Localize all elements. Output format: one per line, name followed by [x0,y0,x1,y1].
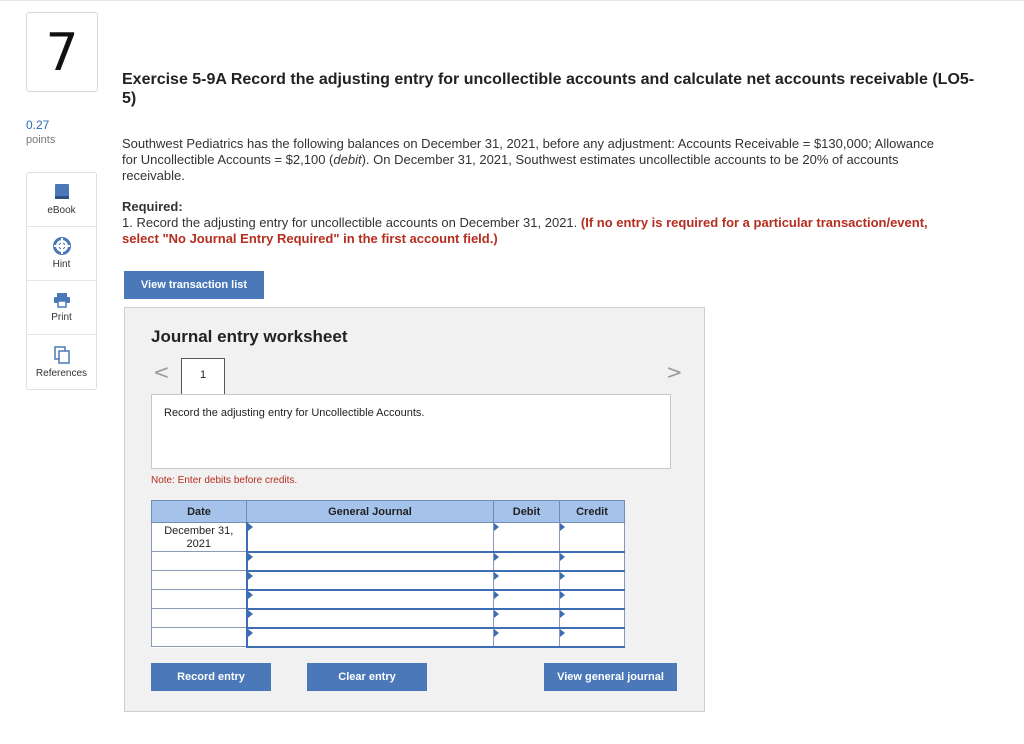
hint-label: Hint [52,259,71,270]
credit-input[interactable] [560,609,625,628]
book-icon [54,183,70,201]
description-italic: debit [333,152,362,167]
print-button[interactable] [27,281,96,335]
table-row [152,590,625,609]
ebook-label: eBook [47,205,76,216]
table-row [152,552,625,571]
next-arrow-icon[interactable]: > [666,360,683,384]
date-column-header: Date [152,501,247,523]
date-cell [152,628,247,647]
previous-arrow-icon[interactable]: < [153,360,170,384]
credit-input[interactable] [560,628,625,647]
exercise-title: Exercise 5-9A Record the adjusting entry for uncollectible accounts and calculate net accounts receivable (LO5-5) [122,71,975,107]
worksheet-note: Note: Enter debits before credits. [151,475,298,486]
tools-panel [26,172,97,390]
exercise-description [122,136,942,184]
description-part-2: ). On December 31, 2021, Southwest estimates uncollectible accounts to be 20% of accounts receivable. [122,152,899,183]
top-divider [0,0,1024,1]
account-input[interactable] [247,552,494,571]
credit-column-header: Credit [560,501,625,523]
credit-input[interactable] [560,571,625,590]
references-label: References [35,367,88,379]
points-label: points [26,134,56,146]
account-input[interactable] [247,571,494,590]
documents-icon [54,346,70,364]
debit-input[interactable] [494,571,560,590]
credit-input[interactable] [560,552,625,571]
date-cell [152,552,247,571]
references-button[interactable] [27,335,96,389]
date-cell [152,609,247,628]
clear-entry-button[interactable]: Clear entry [307,663,427,691]
ebook-button[interactable] [27,173,96,227]
date-cell: December 31, 2021 [152,523,247,552]
view-general-journal-button[interactable]: View general journal [544,663,677,691]
worksheet-instruction: Record the adjusting entry for Uncollectible Accounts. [151,394,671,469]
account-input[interactable] [247,609,494,628]
debit-input[interactable] [494,628,560,647]
worksheet-tab-1[interactable]: 1 [181,358,225,394]
date-cell [152,571,247,590]
table-row [152,571,625,590]
required-note: (If no entry is required for a particular transaction/event, select "No Journal Entry Required" in the first account field.) [122,215,928,246]
worksheet-title: Journal entry worksheet [151,327,348,346]
required-heading: Required: [122,199,183,214]
record-entry-button[interactable]: Record entry [151,663,271,691]
lifebuoy-icon [53,237,71,255]
table-row [152,609,625,628]
table-row [152,523,625,552]
required-item [122,215,942,247]
required-section [122,199,942,247]
question-number: 7 [26,12,98,92]
printer-icon [53,292,71,308]
journal-entry-worksheet [124,307,705,712]
credit-input[interactable] [560,590,625,609]
required-item-text: 1. Record the adjusting entry for uncollectible accounts on December 31, 2021. [122,215,581,230]
date-cell [152,590,247,609]
points-value: 0.27 [26,118,50,132]
credit-input[interactable] [560,523,625,552]
question-content [122,70,982,246]
account-input[interactable] [247,523,494,552]
account-input[interactable] [247,628,494,647]
view-transaction-list-button[interactable]: View transaction list [124,271,264,299]
debit-input[interactable] [494,523,560,552]
debit-input[interactable] [494,609,560,628]
debit-input[interactable] [494,590,560,609]
journal-table [151,500,625,648]
debit-input[interactable] [494,552,560,571]
hint-button[interactable] [27,227,96,281]
table-row [152,628,625,647]
account-input[interactable] [247,590,494,609]
debit-column-header: Debit [494,501,560,523]
journal-column-header: General Journal [247,501,494,523]
print-label: Print [51,312,72,323]
description-part-1: Southwest Pediatrics has the following balances on December 31, 2021, before any adjustment: Accounts Receivable = $130,000; Allowance for Uncollectible Accounts = $2,100 ( [122,136,934,167]
